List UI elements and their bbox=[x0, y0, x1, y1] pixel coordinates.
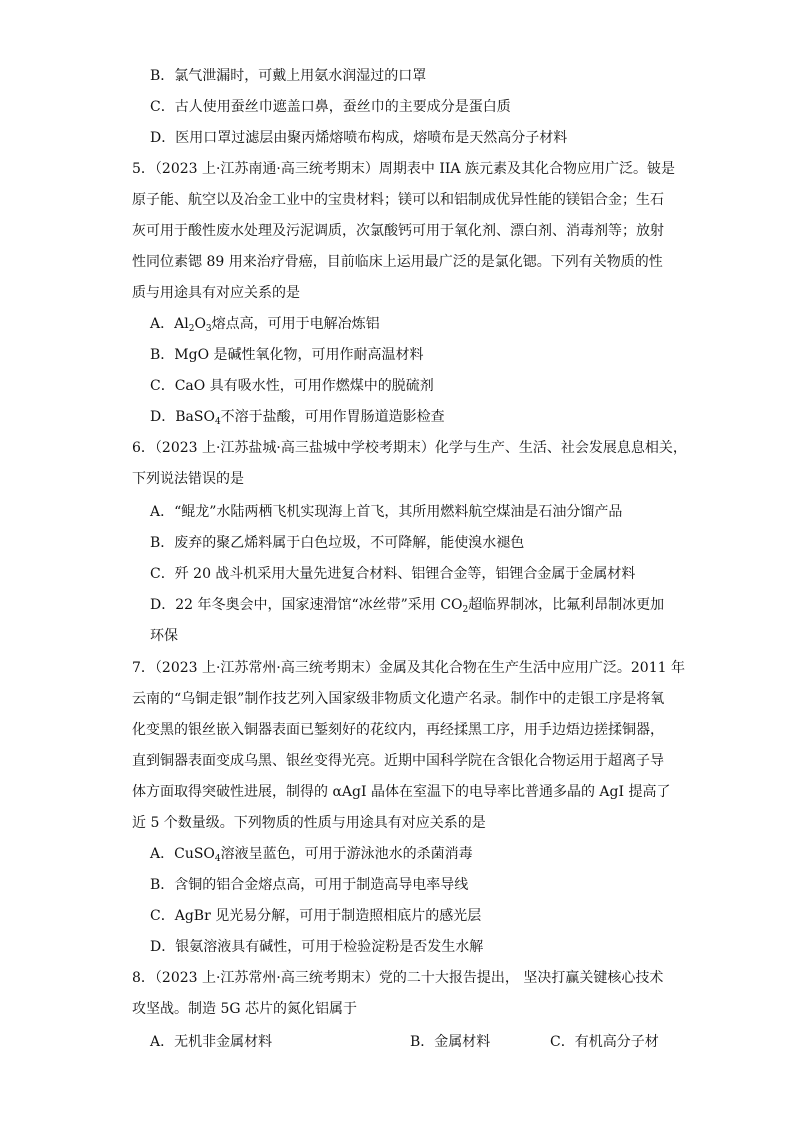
q6-stem-line-2: 下列说法错误的是 bbox=[132, 471, 244, 487]
q7-stem-line-2: 云南的“乌铜走银”制作技艺列入国家级非物质文化遗产名录。制作中的走银工序是将氧 bbox=[132, 691, 665, 707]
q5-stem-line-5: 质与用途具有对应关系的是 bbox=[132, 285, 300, 301]
q6-option-a: A．“鲲龙”水陆两栖飞机实现海上首飞，其所用燃料航空煤油是石油分馏产品 bbox=[150, 504, 623, 520]
q8-stem-line-2: 攻坚战。制造 5G 芯片的氮化铝属于 bbox=[132, 1001, 357, 1017]
q4-option-b: B．氯气泄漏时，可戴上用氨水润湿过的口罩 bbox=[150, 68, 427, 84]
q8-options-row bbox=[150, 1032, 690, 1052]
q7-option-c: C．AgBr 见光易分解，可用于制造照相底片的感光层 bbox=[150, 908, 482, 924]
q5-stem-line-1: 5．（2023 上·江苏南通·高三统考期末）周期表中 IIA 族元素及其化合物应用广泛。铍是 bbox=[132, 161, 675, 177]
q6-option-b: B．废弃的聚乙烯料属于白色垃圾，不可降解，能使溴水褪色 bbox=[150, 535, 525, 551]
q5-option-b: B．MgO 是碱性氧化物，可用作耐高温材料 bbox=[150, 347, 424, 363]
q6-option-c: C．歼 20 战斗机采用大量先进复合材料、铝锂合金等，铝锂合金属于金属材料 bbox=[150, 566, 636, 582]
q8-stem-line-1: 8．（2023 上·江苏常州·高三统考期末）党的二十大报告提出， 坚决打赢关键核心技术 bbox=[132, 970, 664, 986]
q4-option-d: D．医用口罩过滤层由聚丙烯熔喷布构成，熔喷布是天然高分子材料 bbox=[150, 130, 568, 146]
q5-stem-line-2: 原子能、航空以及冶金工业中的宝贵材料；镁可以和铝制成优异性能的镁铝合金；生石 bbox=[132, 192, 664, 208]
q7-stem-line-4: 直到铜器表面变成乌黑、银丝变得光亮。近期中国科学院在含银化合物运用于超离子导 bbox=[132, 753, 664, 769]
q7-stem-line-6: 近 5 个数量级。下列物质的性质与用途具有对应关系的是 bbox=[132, 815, 486, 831]
q8-option-b: B．金属材料 bbox=[410, 1034, 491, 1050]
q5-option-c: C．CaO 具有吸水性，可用作燃煤中的脱硫剂 bbox=[150, 378, 434, 394]
q7-option-d: D．银氨溶液具有碱性，可用于检验淀粉是否发生水解 bbox=[150, 939, 484, 955]
q5-stem-line-4: 性同位素锶 89 用来治疗骨癌，目前临床上运用最广泛的是氯化锶。下列有关物质的性 bbox=[132, 254, 663, 270]
q5-option-d: D．BaSO$_4$不溶于盐酸，可用作胃肠道造影检查 bbox=[150, 409, 445, 427]
q6-option-d: D．22 年冬奥会中，国家速滑馆“冰丝带”采用 $CO_2$超临界制冰，比氟利昂制冰更加 bbox=[150, 597, 665, 615]
q7-option-b: B．含铜的铝合金熔点高，可用于制造高导电率导线 bbox=[150, 877, 469, 893]
q6-option-d-continuation: 环保 bbox=[150, 628, 178, 644]
q5-option-a: A．$Al_2O_3$熔点高，可用于电解冶炼铝 bbox=[150, 316, 380, 334]
q7-stem-line-3: 化变黑的银丝嵌入铜器表面已錾刻好的花纹内，再经揉黑工序，用手边焐边搓揉铜器， bbox=[132, 722, 664, 738]
q8-option-c: C．有机高分子材 bbox=[550, 1034, 659, 1050]
q7-option-a: A．CuSO$_4$溶液呈蓝色，可用于游泳池水的杀菌消毒 bbox=[150, 846, 473, 864]
q7-stem-line-5: 体方面取得突破性进展，制得的 αAgI 晶体在室温下的电导率比普通多晶的 AgI 提高了 bbox=[132, 784, 671, 800]
q7-stem-line-1: 7．（2023 上·江苏常州·高三统考期末）金属及其化合物在生产生活中应用广泛。2011 年 bbox=[132, 660, 685, 676]
q5-stem-line-3: 灰可用于酸性废水处理及污泥调质，次氯酸钙可用于氧化剂、漂白剂、消毒剂等；放射 bbox=[132, 223, 664, 239]
q4-option-c: C．古人使用蚕丝巾遮盖口鼻，蚕丝巾的主要成分是蛋白质 bbox=[150, 99, 511, 115]
q6-stem-line-1: 6．（2023 上·江苏盐城·高三盐城中学校考期末）化学与生产、生活、社会发展息息相关， bbox=[132, 440, 687, 456]
q8-option-a: A．无机非金属材料 bbox=[150, 1034, 273, 1050]
